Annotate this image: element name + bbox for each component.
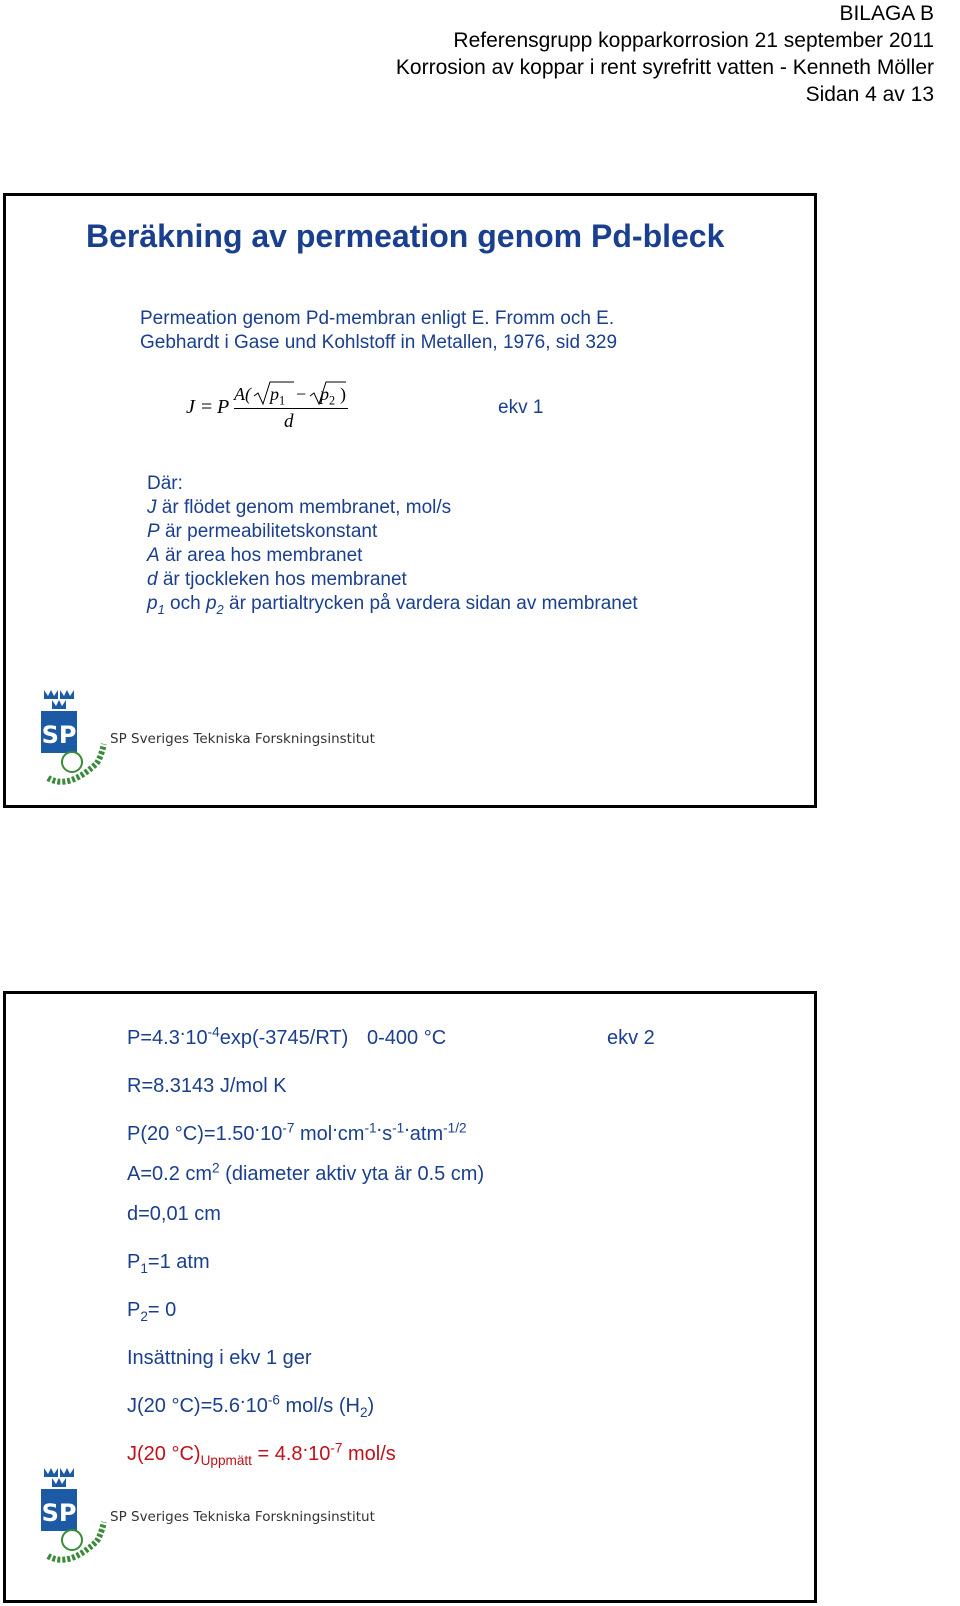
header-presentation: Korrosion av koppar i rent syrefritt vatten - Kenneth Möller — [395, 56, 934, 79]
fraction-bar — [234, 408, 348, 409]
slide-2 — [3, 991, 817, 1603]
sp-crown-shield-icon — [38, 1466, 108, 1566]
calculated-flux: J(20 $^\circ C)=5.6.10^{-6}$ mol/s $(H_2)$ — [127, 1386, 375, 1420]
where-label: Där: — [147, 473, 183, 494]
equation-2-label: ekv 2 — [607, 1027, 655, 1049]
header-meeting: Referensgrupp kopparkorrosion 21 september 2011 — [453, 29, 934, 52]
temperature-range: 0-400 °C — [367, 1027, 447, 1049]
source-line-2: Gebhardt i Gase und Kohlstoff in Metallen, 1976, sid 329 — [140, 332, 618, 353]
eq-p2: $p_2$ — [320, 384, 336, 408]
p2-value: $P_2= 0$ — [127, 1299, 177, 1324]
definition-a: A är area hos membranet — [147, 545, 363, 566]
equation-2: $P=4.3.10^{-4}\exp(-3745/RT)$ — [127, 1018, 349, 1049]
eq-minus: − — [296, 384, 307, 404]
page-header — [396, 0, 934, 108]
sp-institute-name: SP Sveriges Tekniska Forskningsinstitut — [110, 1509, 375, 1525]
svg-text:SP: SP — [41, 721, 77, 749]
measured-flux: J(20 $^\circ C)_{Uppmätt} = 4.8.10^{-7}$ mol/s — [127, 1434, 396, 1468]
sp-institute-name: SP Sveriges Tekniska Forskningsinstitut — [110, 731, 375, 747]
eq-p1: $p_1$ — [270, 384, 286, 408]
definition-p: P är permeabilitetskonstant — [147, 521, 378, 542]
appendix-label: BILAGA B — [839, 2, 934, 25]
insertion-note: Insättning i ekv 1 ger — [127, 1347, 312, 1369]
eq-p: P — [217, 396, 230, 418]
definition-j: J är flödet genom membranet, mol/s — [147, 497, 452, 518]
gas-constant: R=8.3143 J/mol K — [127, 1075, 287, 1097]
eq-equals: = — [201, 396, 213, 418]
slide-title: Beräkning av permeation genom Pd-bleck — [86, 218, 725, 254]
definition-pressures: $p_1$ och $p_2$ är partialtrycken på vardera sidan av membranet — [147, 593, 638, 617]
svg-text:SP: SP — [41, 1499, 77, 1527]
p1-value: $P_1=1$ atm — [127, 1251, 210, 1276]
page-number: Sidan 4 av 13 — [805, 83, 934, 106]
area-value: A=0.2 $cm^2$ (diameter aktiv yta är 0.5 cm) — [127, 1160, 485, 1185]
sp-logo — [38, 1466, 375, 1571]
eq-d: d — [284, 411, 294, 432]
sp-crown-shield-icon — [38, 688, 108, 788]
sp-logo — [38, 688, 375, 793]
thickness-value: d=0,01 cm — [127, 1203, 221, 1225]
source-line-1: Permeation genom Pd-membran enligt E. Fromm och E. — [140, 308, 615, 329]
permeability-value: P(20 $^\circ C)=1.50.10^{-7}$ $mol.cm^{-1}.s^{-1}.atm^{-1/2}$ — [127, 1114, 467, 1145]
definition-d: d är tjockleken hos membranet — [147, 569, 407, 590]
eq-a: A( — [234, 384, 251, 404]
equation-label: ekv 1 — [498, 397, 544, 418]
eq-j: J — [186, 396, 195, 418]
slide-1 — [3, 193, 817, 808]
eq-close-paren: ) — [340, 384, 346, 404]
